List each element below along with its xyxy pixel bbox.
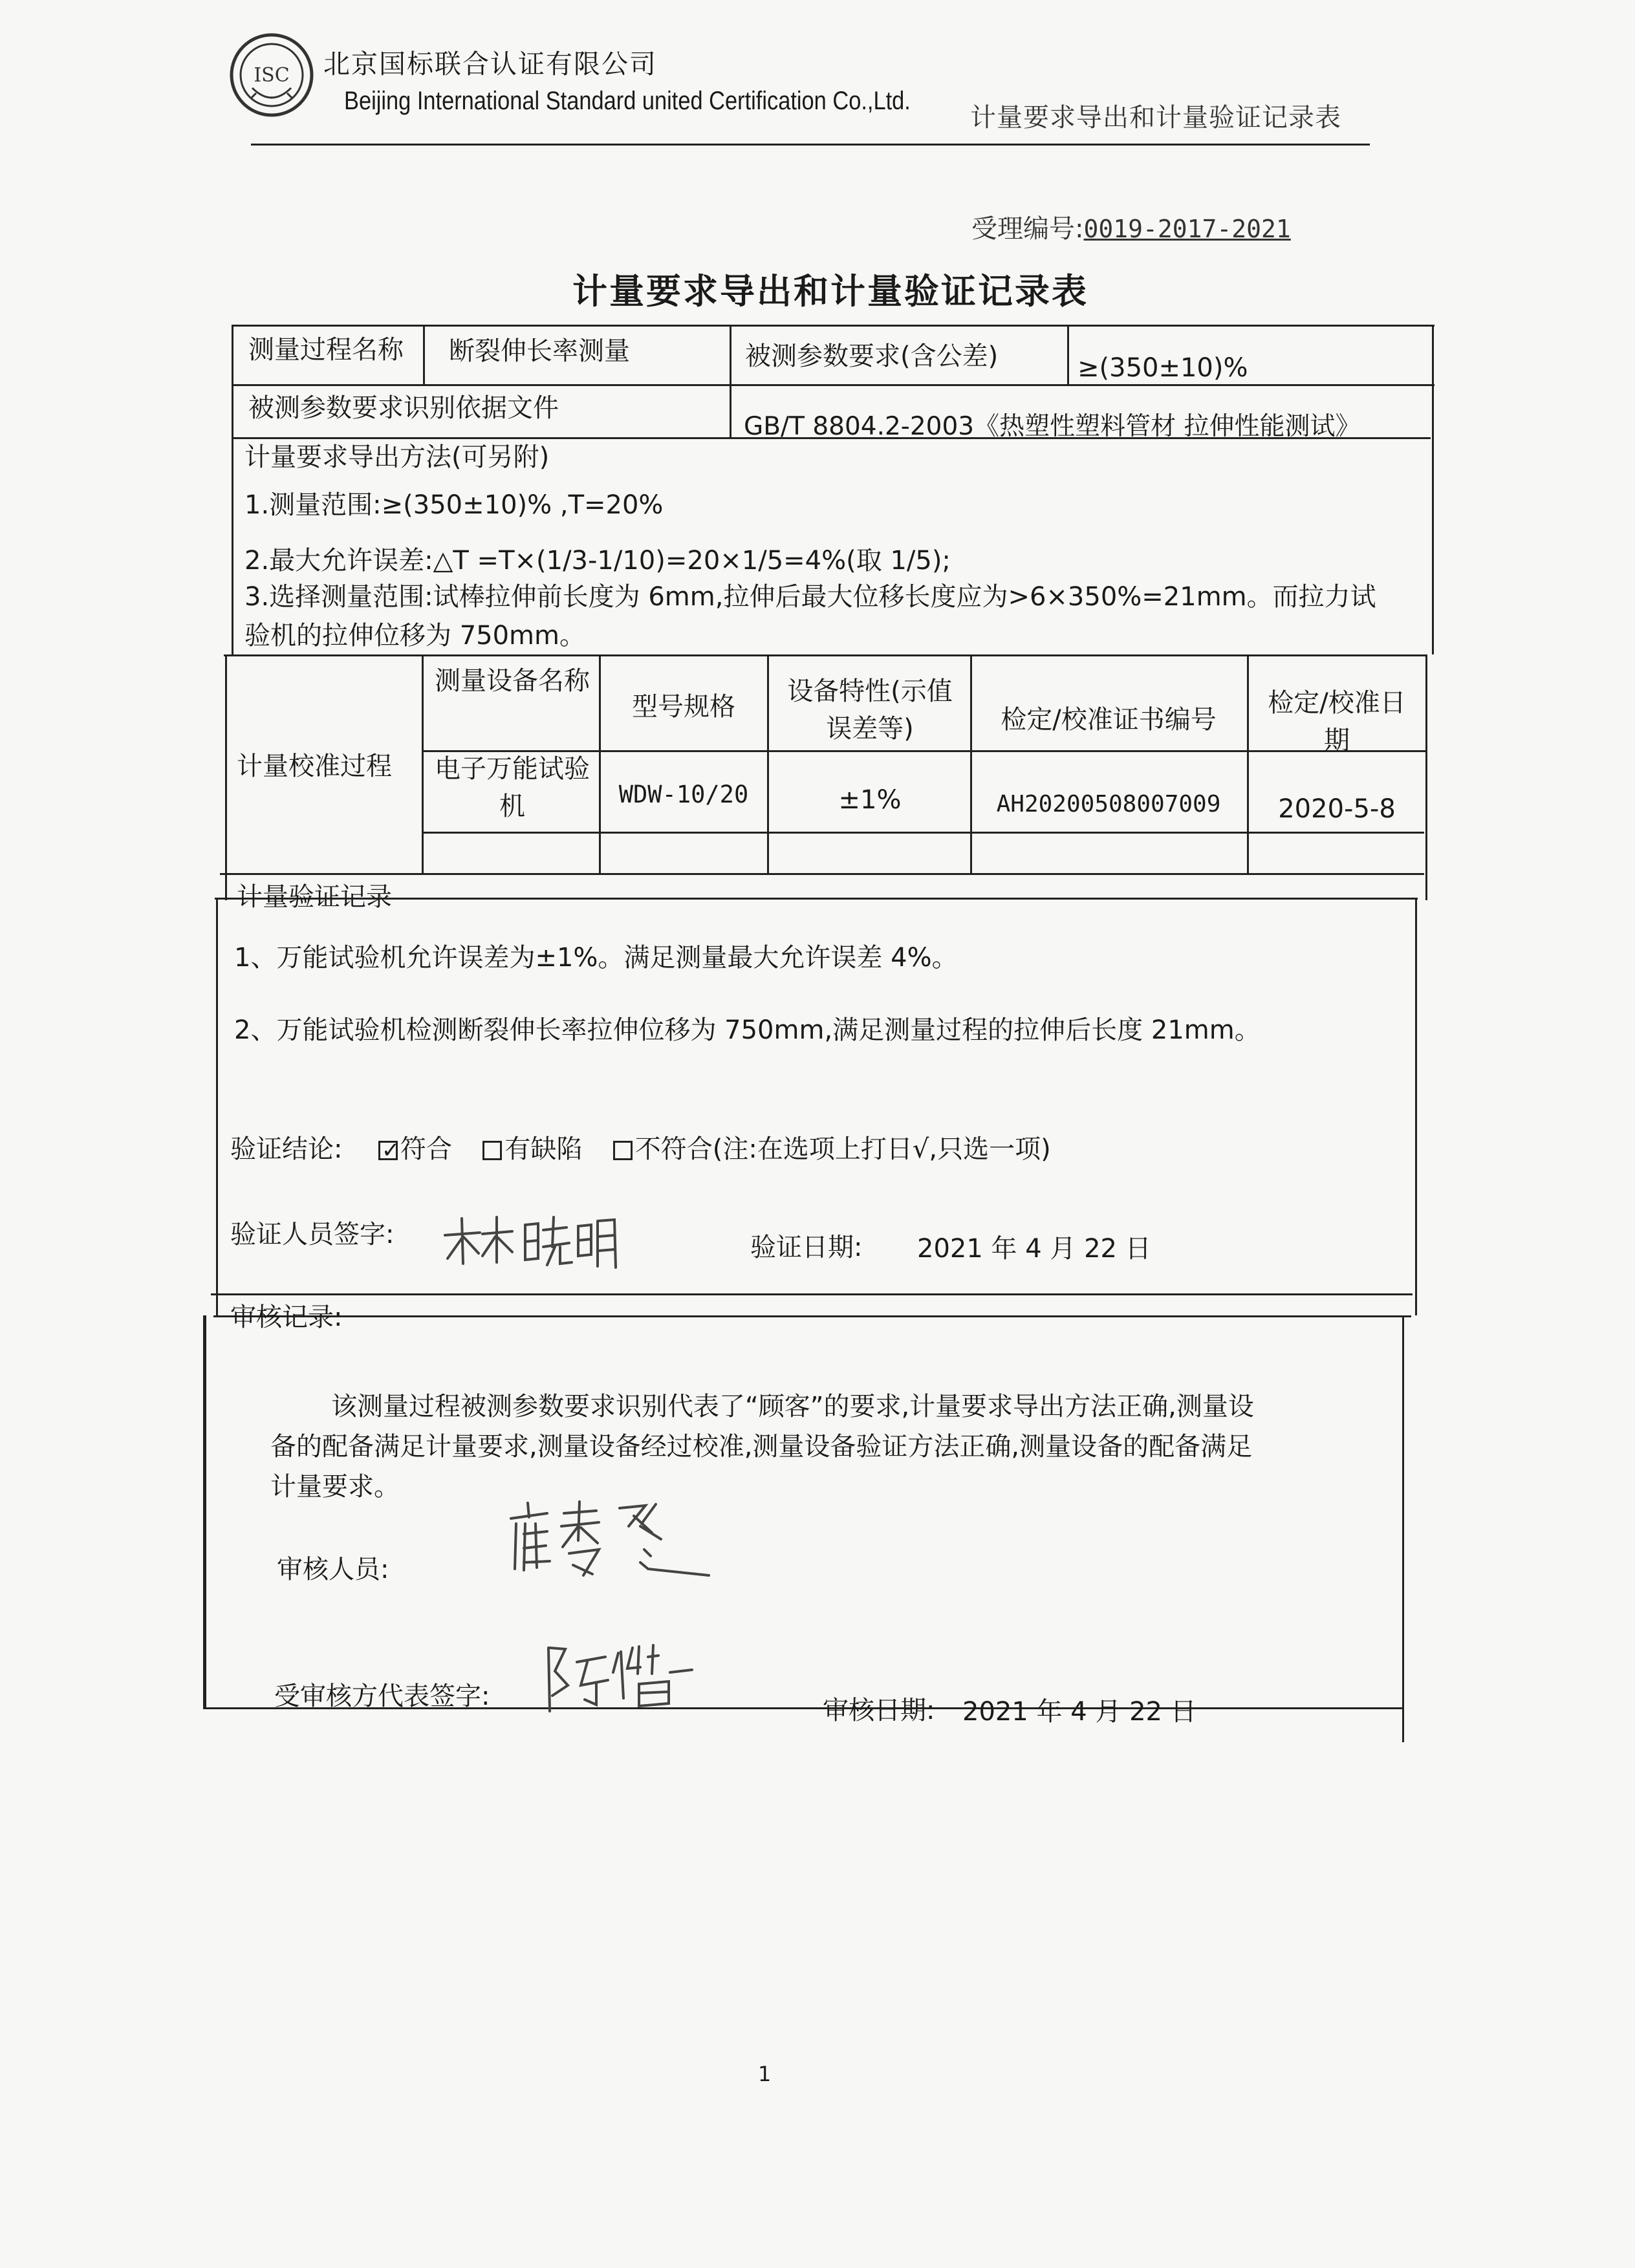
reviewer-signature bbox=[502, 1498, 722, 1588]
verification-item-2: 2、万能试验机检测断裂伸长率拉伸位移为 750mm,满足测量过程的拉伸后长度 21mm。 bbox=[234, 1015, 1261, 1045]
basis-document-value: GB/T 8804.2-2003《热塑性塑料管材 拉伸性能测试》 bbox=[744, 412, 1361, 441]
table-cell-calibration-date: 2020-5-8 bbox=[1278, 794, 1396, 824]
col-header-calibration-date: 检定/校准日期 bbox=[1268, 688, 1406, 755]
method-item-1: 1.测量范围:≥(350±10)% ,T=20% bbox=[244, 490, 664, 520]
review-text-line3: 计量要求。 bbox=[270, 1472, 400, 1502]
auditee-signature bbox=[542, 1634, 704, 1718]
col-header-characteristics: 设备特性(示值误差等) bbox=[787, 676, 953, 744]
company-logo bbox=[228, 31, 316, 119]
table-cell-characteristics: ±1% bbox=[838, 785, 902, 815]
review-text-line2: 备的配备满足计量要求,测量设备经过校准,测量设备验证方法正确,测量设备的配备满足 bbox=[270, 1432, 1253, 1462]
conclusion-note: (注:在选项上打日√,只选一项) bbox=[712, 1134, 1051, 1164]
table-cell-device-name: 电子万能试验机 bbox=[435, 754, 590, 821]
header-divider bbox=[251, 144, 1370, 146]
method-item-3-line2: 验机的拉伸位移为 750mm。 bbox=[244, 621, 585, 651]
form-name-header: 计量要求导出和计量验证记录表 bbox=[970, 103, 1341, 133]
checkbox-checked-icon[interactable] bbox=[378, 1141, 398, 1160]
review-text-line1: 该测量过程被测参数要求识别代表了“顾客”的要求,计量要求导出方法正确,测量设 bbox=[331, 1392, 1254, 1421]
process-name-label: 测量过程名称 bbox=[248, 335, 404, 365]
calibration-section-label: 计量校准过程 bbox=[237, 751, 392, 781]
option-conform[interactable]: ✓ 符合 bbox=[378, 1134, 452, 1164]
col-header-certificate-no: 检定/校准证书编号 bbox=[1001, 705, 1217, 735]
option-defective[interactable]: 有缺陷 bbox=[482, 1134, 582, 1164]
logo-text: ISC bbox=[254, 64, 290, 87]
auditee-signature-label: 受审核方代表签字: bbox=[274, 1681, 490, 1711]
conclusion-label: 验证结论: bbox=[230, 1134, 343, 1164]
verification-date-value: 2021 年 4 月 22 日 bbox=[917, 1234, 1151, 1264]
acceptance-label: 受理编号: bbox=[971, 214, 1084, 244]
basis-document-label: 被测参数要求识别依据文件 bbox=[248, 393, 559, 423]
acceptance-number bbox=[971, 208, 1291, 245]
company-name-en: Beijing International Standard united Certification Co.,Ltd. bbox=[344, 87, 911, 115]
verifier-signature-label: 验证人员签字: bbox=[230, 1220, 395, 1249]
review-heading: 审核记录: bbox=[230, 1302, 343, 1332]
verifier-signature bbox=[440, 1207, 621, 1271]
col-header-model: 型号规格 bbox=[632, 692, 735, 722]
table-cell-model: WDW-10/20 bbox=[618, 781, 749, 808]
param-requirement-label: 被测参数要求(含公差) bbox=[745, 341, 999, 371]
verification-date-label: 验证日期: bbox=[750, 1233, 863, 1262]
verification-item-1: 1、万能试验机允许误差为±1%。满足测量最大允许误差 4%。 bbox=[234, 943, 958, 973]
checkbox-empty-icon[interactable] bbox=[613, 1141, 633, 1160]
company-name-cn: 北京国标联合认证有限公司 bbox=[323, 49, 657, 80]
checkbox-empty-icon[interactable] bbox=[482, 1141, 502, 1160]
page-number: 1 bbox=[758, 2062, 772, 2086]
method-heading: 计量要求导出方法(可另附) bbox=[244, 442, 550, 472]
verification-conclusion bbox=[230, 1130, 1051, 1168]
acceptance-value: 0019-2017-2021 bbox=[1083, 215, 1291, 243]
table-cell-certificate-no: AH20200508007009 bbox=[996, 791, 1221, 817]
verification-heading: 计量验证记录 bbox=[237, 882, 392, 912]
col-header-device-name: 测量设备名称 bbox=[435, 666, 590, 696]
review-date-value: 2021 年 4 月 22 日 bbox=[962, 1697, 1196, 1727]
option-nonconform[interactable]: 不符合 bbox=[613, 1134, 713, 1164]
reviewer-label: 审核人员: bbox=[277, 1555, 389, 1584]
process-name-value: 断裂伸长率测量 bbox=[449, 336, 630, 366]
method-item-2: 2.最大允许误差:△T =T×(1/3-1/10)=20×1/5=4%(取 1/5); bbox=[244, 546, 951, 576]
review-date-label: 审核日期: bbox=[823, 1696, 935, 1725]
document-title: 计量要求导出和计量验证记录表 bbox=[572, 271, 1088, 312]
param-requirement-value: ≥(350±10)% bbox=[1077, 353, 1248, 383]
method-item-3-line1: 3.选择测量范围:试棒拉伸前长度为 6mm,拉伸后最大位移长度应为>6×350%=21mm。而拉力试 bbox=[244, 582, 1376, 612]
